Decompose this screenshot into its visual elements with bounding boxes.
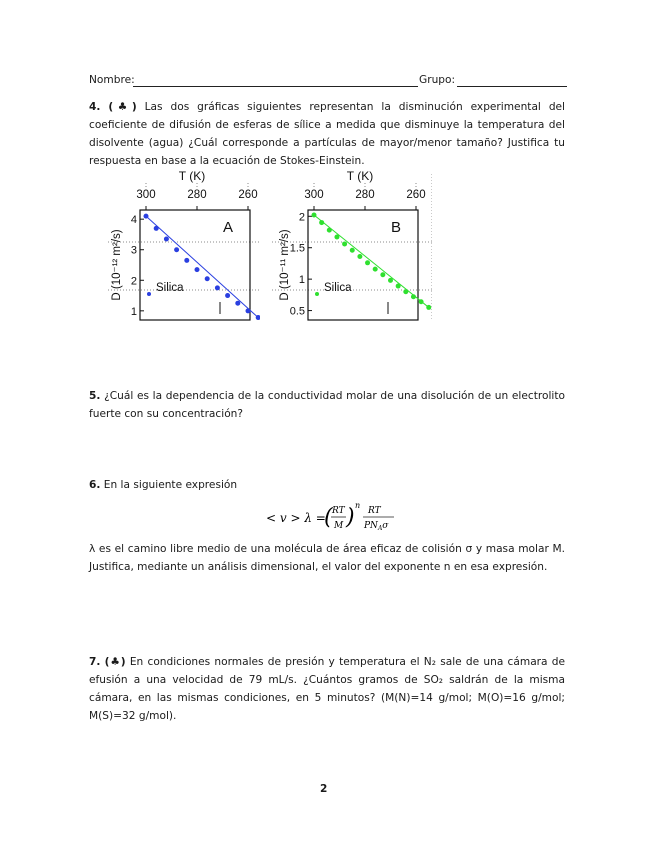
data-point — [342, 241, 347, 246]
data-point — [388, 278, 393, 283]
y-axis-label: D (10⁻¹² m²/s) — [111, 229, 123, 301]
question-4-number: 4. — [89, 101, 101, 113]
top-tick-label: 300 — [304, 189, 324, 201]
data-point — [215, 285, 220, 290]
y-tick-label: 4 — [130, 214, 137, 227]
legend-marker — [147, 292, 151, 296]
y-tick-label: 3 — [130, 244, 137, 257]
data-point — [195, 267, 200, 272]
top-axis-label: T (K) — [346, 169, 374, 183]
data-point — [205, 276, 210, 281]
formula-m: M — [334, 521, 344, 531]
group-label: Grupo: — [419, 74, 456, 86]
question-6-text: λ es el camino libre medio de una molécula de área eficaz de colisión σ y masa molar M. Justifica, mediante un análisis dimensional, el valor del exponente n en esa expresión. — [89, 543, 565, 573]
formula-rt: RT — [332, 506, 345, 516]
question-7-text: En condiciones normales de presión y temperatura el N₂ sale de una cámara de efusión a una velocidad de 79 mL/s. ¿Cuántos gramos de SO₂ saldrán de la misma cámara, en las mismas condiciones, en 5 minutos? (M(N)=14 g/mol; M(O)=16 g/mol; M(S)=32 g/mol). — [89, 656, 566, 722]
top-tick-label: 260 — [406, 189, 426, 201]
name-label: Nombre: — [89, 74, 135, 86]
legend-marker — [315, 292, 319, 296]
data-point — [319, 220, 324, 225]
y-tick-label: 1.5 — [289, 242, 305, 255]
y-tick-label: 0.5 — [289, 305, 305, 318]
data-point — [350, 248, 355, 253]
y-axis-label: D (10⁻¹¹ m²/s) — [279, 229, 291, 301]
data-point — [396, 284, 401, 289]
formula-exponent: n — [355, 501, 361, 510]
question-4-text: Las dos gráficas siguientes representan la disminución experimental del coeficiente de difusión de esferas de sílice a medida que disminuye la temperatura del disolvente (agua) ¿Cuál corresponde a partículas de mayor/menor tamaño? Justifica tu respuesta en base a la ecuación de Stokes-Einstein. — [89, 101, 565, 167]
formula-paren-right: ) — [346, 505, 355, 530]
data-point — [357, 254, 362, 259]
header — [89, 74, 569, 90]
data-point — [184, 258, 189, 263]
top-axis-label: T (K) — [178, 169, 206, 183]
data-point — [154, 226, 159, 231]
formula-denominator: $PN_A\sigma$ — [364, 521, 389, 532]
y-tick-label: 1 — [130, 305, 137, 318]
panel-label: B — [390, 219, 402, 236]
data-point — [411, 294, 416, 299]
top-tick-label: 280 — [355, 189, 375, 201]
question-7-number: 7. — [89, 656, 101, 668]
y-tick-label: 2 — [298, 211, 305, 224]
data-point — [164, 237, 169, 242]
data-point — [327, 228, 332, 233]
data-point — [419, 299, 424, 304]
question-4-mark: (♣) — [108, 101, 137, 113]
question-5-number: 5. — [89, 390, 101, 402]
formula-paren-left: ( — [324, 505, 333, 530]
data-point — [174, 247, 179, 252]
question-5 — [89, 387, 565, 423]
data-point — [334, 235, 339, 240]
chart-b — [272, 168, 432, 328]
data-point — [365, 260, 370, 265]
formula — [260, 498, 420, 538]
legend-label: Silica — [324, 282, 352, 294]
data-point — [373, 267, 378, 272]
formula-numerator: RT — [368, 506, 381, 516]
top-tick-label: 280 — [187, 189, 207, 201]
question-7-mark: (♣) — [104, 656, 126, 668]
y-tick-label: 1 — [298, 274, 305, 287]
question-6-intro — [89, 476, 565, 494]
data-point — [426, 305, 431, 310]
question-6-intro-text: En la siguiente expresión — [103, 479, 238, 491]
chart-a — [108, 168, 260, 328]
question-4 — [89, 98, 565, 170]
fit-line — [146, 216, 258, 317]
data-point — [225, 293, 230, 298]
top-tick-label: 260 — [238, 189, 258, 201]
data-point — [403, 289, 408, 294]
question-5-text: ¿Cuál es la dependencia de la conductividad molar de una disolución de un electrolito fuerte con su concentración? — [89, 390, 565, 420]
plot-frame — [308, 210, 418, 320]
legend-label: Silica — [156, 282, 184, 294]
question-7 — [89, 653, 565, 725]
y-tick-label: 2 — [130, 275, 137, 288]
panel-label: A — [222, 219, 234, 236]
formula-lhs: < v > λ = — [266, 511, 326, 525]
data-point — [144, 214, 149, 219]
data-point — [235, 301, 240, 306]
data-point — [312, 213, 317, 218]
question-6-number: 6. — [89, 479, 101, 491]
data-point — [246, 308, 251, 313]
data-point — [380, 272, 385, 277]
page-number: 2 — [320, 783, 328, 795]
top-tick-label: 300 — [136, 189, 156, 201]
name-field-line[interactable] — [133, 74, 418, 87]
group-field-line[interactable] — [457, 74, 567, 87]
